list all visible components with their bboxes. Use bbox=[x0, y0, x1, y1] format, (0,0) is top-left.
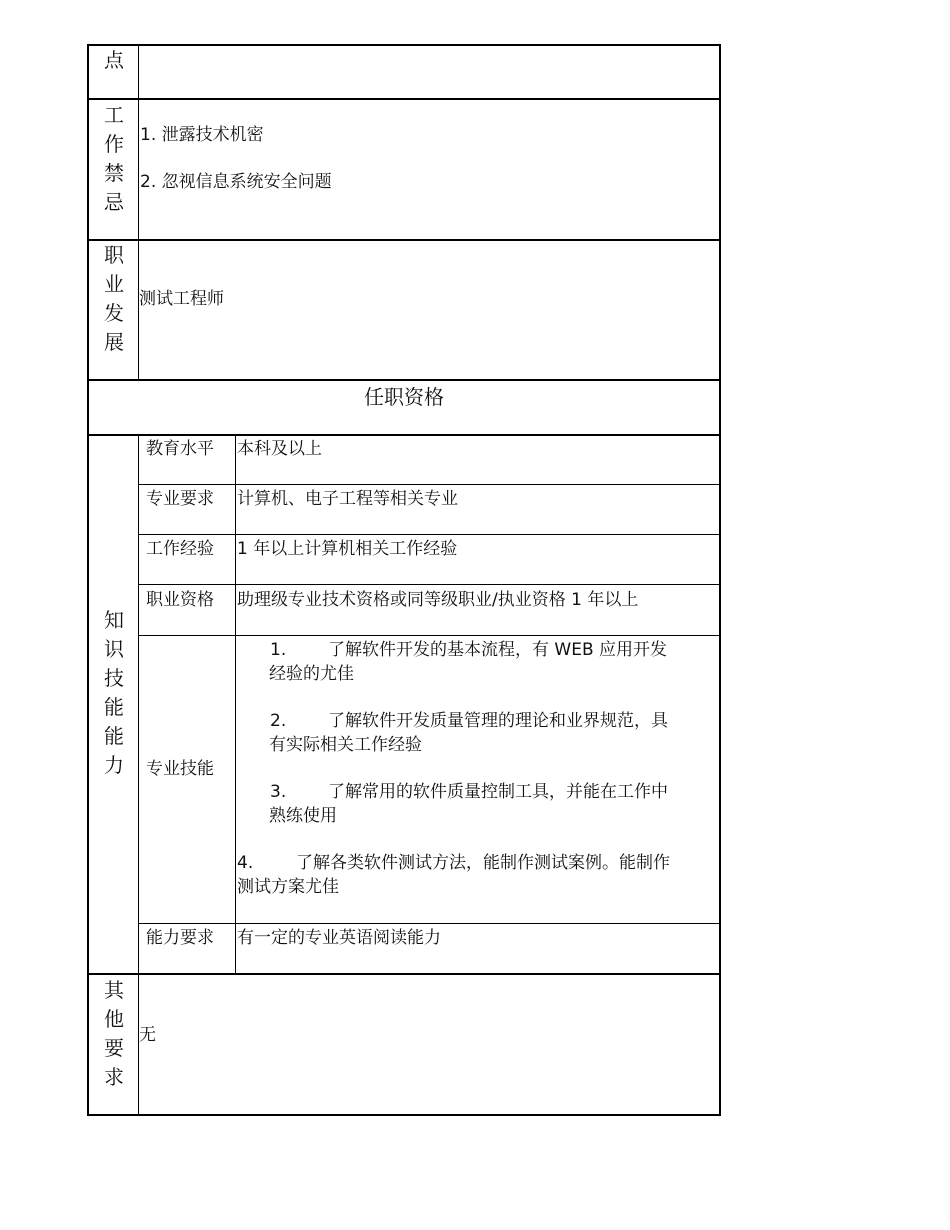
label-char: 识 bbox=[104, 637, 124, 661]
other-requirements-text: 无 bbox=[139, 1025, 156, 1045]
row-label-other-requirements bbox=[89, 976, 139, 1092]
sub-label-experience: 工作经验 bbox=[146, 539, 214, 559]
sub-label-education: 教育水平 bbox=[146, 439, 214, 459]
skill-item-line: 经验的尤佳 bbox=[269, 664, 354, 684]
skill-item-line: 测试方案尤佳 bbox=[237, 877, 339, 897]
skill-item-line: 了解软件开发的基本流程，有 WEB 应用开发 bbox=[328, 640, 668, 660]
row-line bbox=[87, 379, 721, 381]
label-char: 他 bbox=[104, 1007, 124, 1031]
skill-item-number: 4. bbox=[237, 853, 254, 873]
label-char: 展 bbox=[104, 330, 124, 354]
row-line bbox=[87, 239, 721, 241]
label-char: 知 bbox=[104, 608, 124, 632]
sub-label-skills: 专业技能 bbox=[146, 759, 214, 779]
skill-item-number: 3. bbox=[270, 782, 287, 802]
sub-label-column-divider bbox=[235, 435, 236, 975]
skill-item-line: 有实际相关工作经验 bbox=[269, 735, 422, 755]
row-line bbox=[87, 44, 721, 46]
label-char: 业 bbox=[104, 272, 124, 296]
row-label-career-development bbox=[89, 241, 139, 357]
section-title: 任职资格 bbox=[364, 385, 444, 409]
row-line bbox=[138, 923, 721, 924]
sub-value-major: 计算机、电子工程等相关专业 bbox=[237, 489, 458, 509]
label-char: 作 bbox=[104, 132, 124, 156]
row-line bbox=[87, 434, 721, 436]
sub-label-major: 专业要求 bbox=[146, 489, 214, 509]
row-line bbox=[138, 635, 721, 636]
table-border-right bbox=[719, 44, 721, 1116]
sub-value-ability: 有一定的专业英语阅读能力 bbox=[237, 928, 441, 948]
skill-item-number: 2. bbox=[270, 711, 287, 731]
sub-value-education: 本科及以上 bbox=[237, 439, 322, 459]
row-line bbox=[138, 484, 721, 485]
label-char: 能 bbox=[104, 724, 124, 748]
sub-value-qualification: 助理级专业技术资格或同等级职业/执业资格 1 年以上 bbox=[237, 590, 639, 610]
label-char: 其 bbox=[104, 978, 124, 1002]
label-char: 力 bbox=[104, 753, 124, 777]
skill-item-line: 了解常用的软件质量控制工具，并能在工作中 bbox=[328, 782, 668, 802]
label-char: 发 bbox=[104, 301, 124, 325]
label-char: 忌 bbox=[104, 190, 124, 214]
label-char: 能 bbox=[104, 695, 124, 719]
row-label-work-taboos bbox=[89, 101, 139, 217]
row-line bbox=[87, 973, 721, 975]
row-line bbox=[138, 534, 721, 535]
row-label-dian bbox=[89, 46, 139, 75]
career-development-text: 测试工程师 bbox=[139, 289, 224, 309]
label-char: 工 bbox=[104, 103, 124, 127]
sub-label-ability: 能力要求 bbox=[146, 928, 214, 948]
row-label-knowledge-skills bbox=[89, 606, 139, 780]
label-char: 职 bbox=[104, 243, 124, 267]
row-line bbox=[138, 584, 721, 585]
sub-value-experience: 1 年以上计算机相关工作经验 bbox=[237, 539, 458, 559]
row-line bbox=[87, 98, 721, 100]
label-char: 点 bbox=[104, 48, 124, 72]
work-taboo-item: 2. 忽视信息系统安全问题 bbox=[140, 172, 332, 192]
label-char: 要 bbox=[104, 1036, 124, 1060]
label-char: 求 bbox=[104, 1065, 124, 1089]
label-char: 禁 bbox=[104, 161, 124, 185]
skill-item-line: 了解各类软件测试方法，能制作测试案例。能制作 bbox=[296, 853, 670, 873]
label-char: 技 bbox=[104, 666, 124, 690]
skill-item-line: 了解软件开发质量管理的理论和业界规范，具 bbox=[328, 711, 668, 731]
skill-item-number: 1. bbox=[270, 640, 287, 660]
skill-item-line: 熟练使用 bbox=[269, 806, 337, 826]
sub-label-qualification: 职业资格 bbox=[146, 590, 214, 610]
work-taboo-item: 1. 泄露技术机密 bbox=[140, 125, 264, 145]
row-line bbox=[87, 1114, 721, 1116]
